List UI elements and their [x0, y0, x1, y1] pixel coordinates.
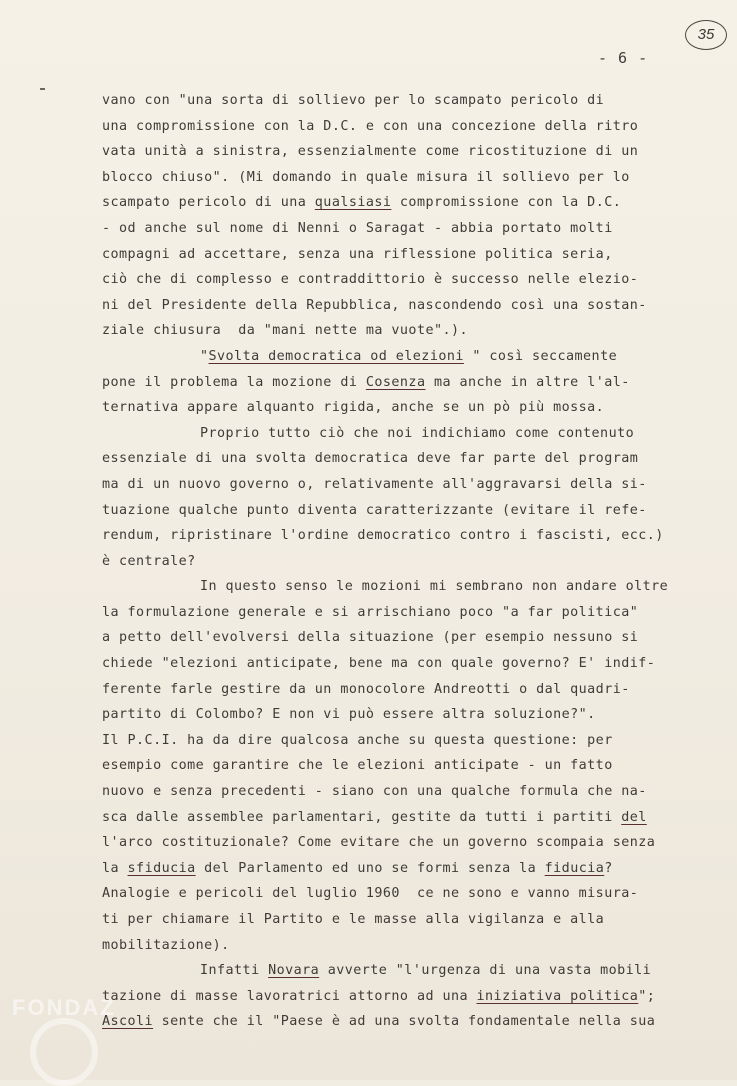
- text-segment: ni del Presidente della Repubblica, nascondendo così una sostan-: [102, 297, 647, 313]
- text-line: [102, 293, 682, 319]
- text-line: [102, 472, 682, 498]
- text-segment: Il P.C.I. ha da dire qualcosa anche su questa questione: per: [102, 732, 613, 748]
- text-segment: ziale chiusura da "mani nette ma vuote".).: [102, 323, 469, 339]
- text-segment: " così seccamente: [463, 348, 618, 364]
- watermark-text: FONDAZ: [12, 995, 116, 1020]
- text-line: [102, 446, 682, 472]
- text-segment: scampato pericolo di una: [102, 195, 315, 211]
- archive-number-stamp: 35: [685, 20, 727, 50]
- text-segment: rendum, ripristinare l'ordine democratico contro i fascisti, ecc.): [102, 528, 664, 544]
- underlined-phrase: del: [621, 809, 647, 825]
- text-segment: ": [200, 348, 209, 364]
- text-segment: pone il problema la mozione di: [102, 374, 366, 390]
- text-segment: la formulazione generale e si arrischiano poco "a far politica": [102, 604, 639, 620]
- underlined-phrase: sfiducia: [127, 860, 196, 876]
- text-segment: sente che il "Paese è ad una svolta fondamentale nella sua: [153, 1014, 656, 1030]
- page-number: - 6 -: [598, 49, 649, 67]
- text-segment: In questo senso le mozioni mi sembrano non andare oltre: [200, 579, 669, 595]
- text-segment: Analogie e pericoli del luglio 1960 ce ne sono e vanno misura-: [102, 886, 639, 902]
- text-line: [102, 242, 682, 268]
- underlined-phrase: qualsiasi: [314, 195, 392, 211]
- text-line: [102, 498, 682, 524]
- text-line: [102, 88, 682, 114]
- text-segment: compromissione con la D.C.: [391, 195, 622, 211]
- underlined-phrase: Svolta democratica od elezioni: [208, 348, 464, 364]
- text-line: [102, 753, 682, 779]
- text-segment: vano con "una sorta di sollievo per lo scampato pericolo di: [102, 93, 605, 108]
- text-segment: ma anche in altre l'al-: [425, 374, 630, 390]
- text-line: [102, 702, 682, 728]
- text-line: [102, 165, 682, 191]
- text-line: [102, 881, 682, 907]
- text-line: [102, 549, 682, 575]
- text-line: [102, 139, 682, 165]
- text-line: [102, 907, 682, 933]
- text-segment: ferente farle gestire da un monocolore Andreotti o dal quadri-: [102, 681, 630, 697]
- text-segment: tuazione qualche punto diventa caratterizzante (evitare il refe-: [102, 502, 647, 518]
- text-segment: vata unità a sinistra, essenzialmente come ricostituzione di un: [102, 144, 639, 160]
- text-segment: ciò che di complesso e contraddittorio è successo nelle elezio-: [102, 272, 639, 288]
- text-segment: ";: [638, 988, 656, 1004]
- text-line: [102, 114, 682, 140]
- text-line: [102, 933, 682, 959]
- text-line: [102, 1009, 682, 1035]
- text-line: [102, 677, 682, 703]
- text-line: [102, 600, 682, 626]
- text-line: [102, 984, 682, 1010]
- text-line: [102, 421, 682, 447]
- text-line: [102, 216, 682, 242]
- text-line: [102, 370, 682, 396]
- text-line: [102, 267, 682, 293]
- text-segment: una compromissione con la D.C. e con una concezione della ritro: [102, 118, 639, 134]
- text-line: [102, 625, 682, 651]
- text-segment: blocco chiuso". (Mi domando in quale misura il sollievo per lo: [102, 169, 630, 185]
- underlined-phrase: fiducia: [544, 860, 605, 876]
- text-segment: esempio come garantire che le elezioni anticipate - un fatto: [102, 758, 613, 774]
- underlined-phrase: iniziativa politica: [476, 988, 639, 1004]
- text-segment: è centrale?: [102, 553, 196, 569]
- text-segment: Proprio tutto ciò che noi indichiamo come contenuto: [200, 425, 635, 441]
- text-segment: tazione di masse lavoratrici attorno ad una: [102, 988, 477, 1004]
- text-segment: ternativa appare alquanto rigida, anche se un pò più mossa.: [102, 400, 605, 416]
- text-segment: avverte "l'urgenza di una vasta mobili: [319, 963, 652, 979]
- text-segment: mobilitazione).: [102, 937, 230, 953]
- text-segment: compagni ad accettare, senza una riflessione politica seria,: [102, 246, 613, 262]
- text-line: [102, 651, 682, 677]
- text-segment: essenziale di una svolta democratica deve far parte del program: [102, 451, 639, 467]
- underlined-phrase: Cosenza: [365, 374, 426, 390]
- text-segment: - od anche sul nome di Nenni o Saragat - abbia portato molti: [102, 220, 613, 236]
- text-segment: ?: [604, 860, 613, 876]
- text-line: [102, 574, 682, 600]
- text-line: [102, 190, 682, 216]
- margin-mark: [40, 88, 45, 90]
- text-segment: l'arco costituzionale? Come evitare che un governo scompaia senza: [102, 835, 656, 851]
- text-line: [102, 318, 682, 344]
- text-line: [102, 395, 682, 421]
- text-segment: chiede "elezioni anticipate, bene ma con quale governo? E' indif-: [102, 656, 656, 672]
- text-line: [102, 728, 682, 754]
- text-line: [102, 958, 682, 984]
- underlined-phrase: Ascoli: [102, 1014, 154, 1030]
- watermark-logo: [30, 1018, 98, 1086]
- text-segment: la: [102, 860, 128, 876]
- text-segment: Infatti: [200, 963, 269, 979]
- text-segment: ma di un nuovo governo o, relativamente all'aggravarsi della si-: [102, 476, 647, 492]
- text-segment: nuovo e senza precedenti - siano con una qualche formula che na-: [102, 784, 647, 800]
- text-line: [102, 805, 682, 831]
- text-segment: a petto dell'evolversi della situazione (per esempio nessuno si: [102, 630, 639, 646]
- text-line: [102, 779, 682, 805]
- text-line: [102, 523, 682, 549]
- text-segment: sca dalle assemblee parlamentari, gestite da tutti i partiti: [102, 809, 622, 825]
- typewritten-text-body: [102, 88, 682, 1035]
- text-segment: ti per chiamare il Partito e le masse alla vigilanza e alla: [102, 912, 605, 927]
- underlined-phrase: Novara: [268, 963, 320, 979]
- text-line: [102, 830, 682, 856]
- text-line: [102, 344, 682, 370]
- text-segment: del Parlamento ed uno se formi senza la: [195, 860, 545, 876]
- text-line: [102, 856, 682, 882]
- text-segment: partito di Colombo? E non vi può essere altra soluzione?".: [102, 707, 596, 723]
